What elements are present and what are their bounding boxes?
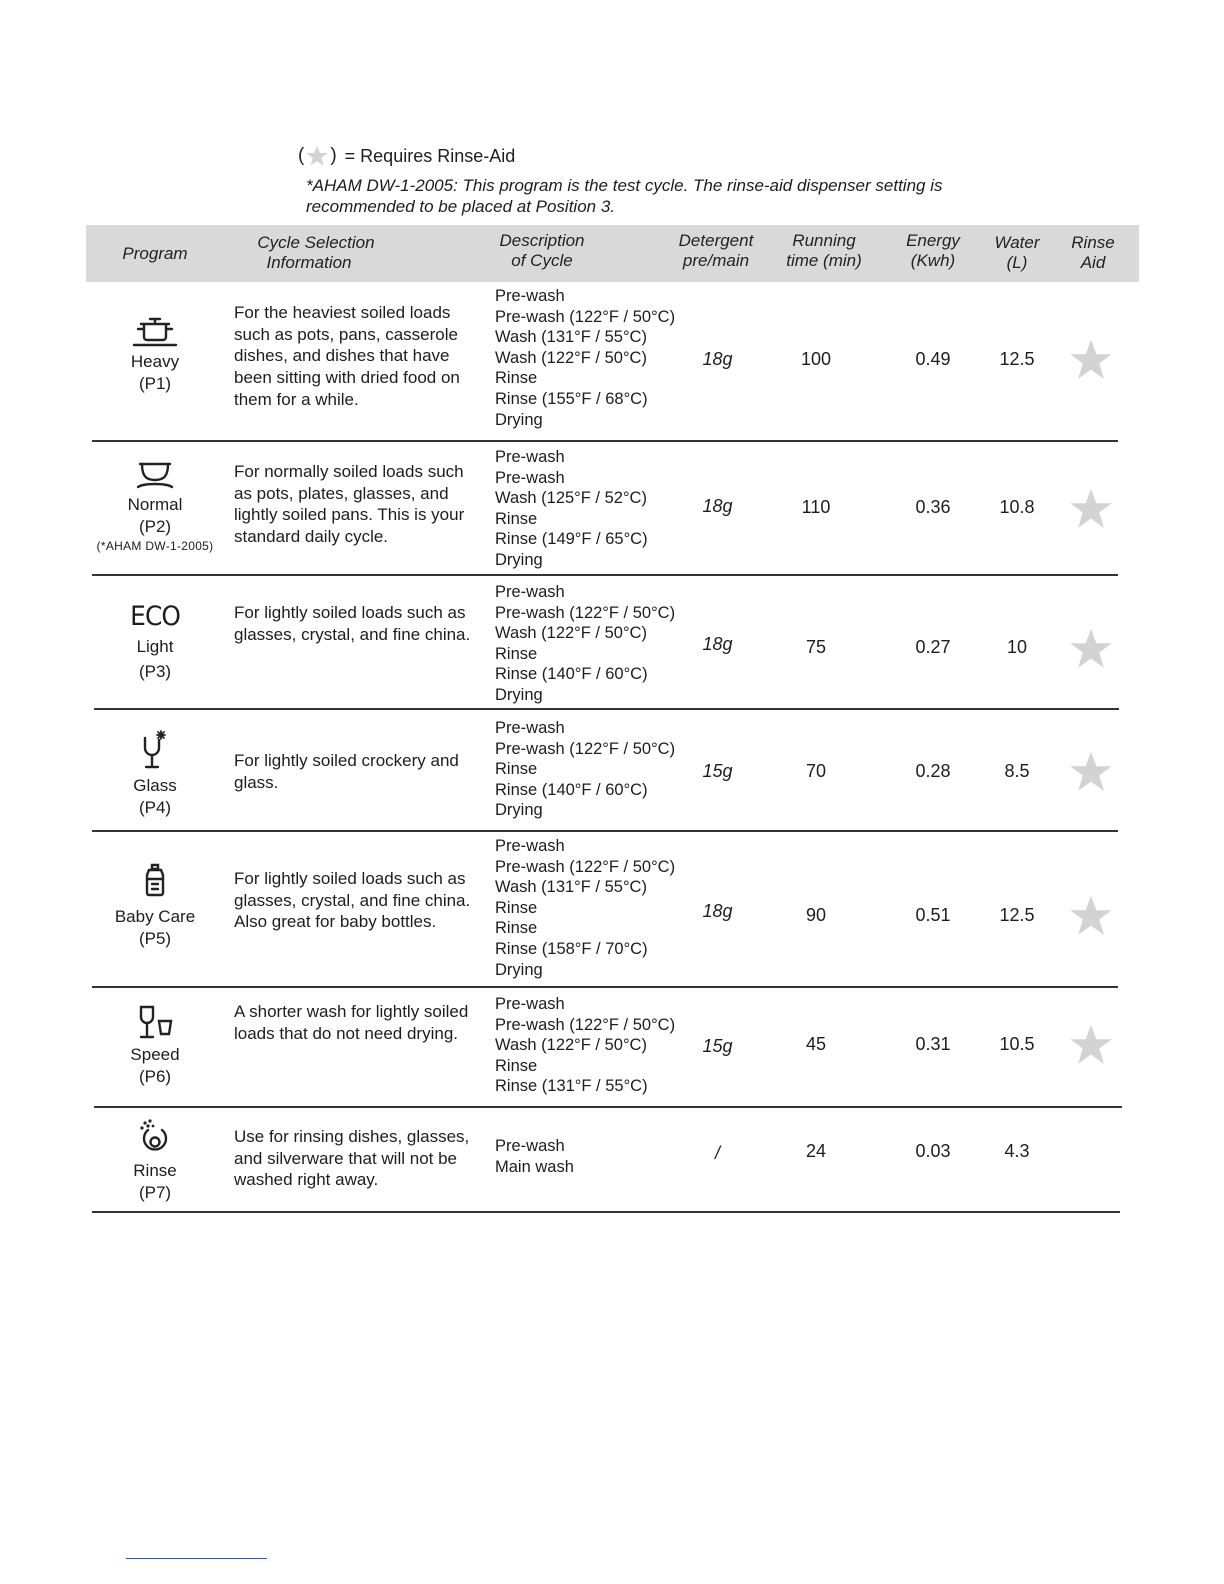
cycle-description [495,286,695,430]
cycle-info: Use for rinsing dishes, glasses, and silverware that will not be washed right away. [234,1127,470,1190]
program-cell [90,1118,220,1204]
desc-step: Pre-wash [495,448,565,466]
program-code: (P2) [138,517,172,536]
detergent-value: 18g [702,349,733,369]
program-name: Normal [127,495,183,514]
detergent-value: 15g [702,761,733,781]
header-run-line1: Running [792,231,856,250]
eco-text-icon: ECO [130,601,180,632]
energy-value: 0.27 [915,637,951,657]
header-desc-line1: Description [499,231,585,250]
desc-step: Pre-wash [495,837,565,855]
desc-step: Drying [495,685,543,704]
legend-close-paren: ) [330,145,337,166]
desc-step: Pre-wash [495,583,565,601]
program-name: Glass [133,776,177,795]
row-divider [92,986,1118,988]
program-name: Rinse [133,1161,177,1180]
desc-step: Pre-wash [495,719,565,737]
normal-bowl-icon [133,458,177,492]
program-code: (P1) [138,374,172,393]
desc-step: Rinse [495,919,538,938]
program-cell [90,1004,220,1088]
cycle-description [495,718,695,821]
water-value: 10.8 [999,497,1035,517]
running-time-value: 75 [805,637,827,657]
desc-step: Rinse (155°F / 68°C) [495,389,648,408]
program-code: (P6) [138,1067,172,1086]
running-time-value: 100 [800,349,832,369]
header-water-line2: (L) [1006,253,1028,272]
cycle-description [495,582,695,706]
cycle-info: For the heaviest soiled loads such as pots, pans, casserole dishes, and dishes that have been sitting with dried food on them for a while. [234,303,460,409]
program-code: (P5) [138,929,172,948]
energy-value: 0.28 [915,761,951,781]
program-note: (*AHAM DW-1-2005) [96,539,214,553]
header-detergent [666,231,766,271]
desc-step: Rinse (131°F / 55°C) [495,1077,648,1096]
energy-value: 0.51 [915,905,951,925]
program-cell [90,458,220,554]
header-rinse-line1: Rinse [1071,233,1115,252]
row-divider [94,708,1119,710]
program-code: (P7) [138,1183,172,1202]
heavy-pot-icon [128,315,182,349]
desc-step: Drying [495,801,543,820]
table-bottom-border [92,1211,1120,1213]
program-cell [90,862,220,950]
desc-step: Rinse (158°F / 70°C) [495,939,648,958]
desc-step: Rinse [495,509,538,528]
desc-step: Drying [495,550,543,569]
row-divider [92,574,1118,576]
desc-step: Pre-wash [495,995,565,1013]
program-cell [90,729,220,819]
rinse-aid-star-icon [1068,486,1114,532]
desc-step: Rinse [495,644,538,663]
program-code: (P4) [138,798,172,817]
water-value: 10 [1006,637,1028,657]
desc-step: Pre-wash (122°F / 50°C) [495,603,676,622]
desc-step: Drying [495,410,543,429]
energy-value: 0.03 [915,1141,951,1161]
header-cycle-selection [236,233,396,273]
desc-step: Rinse [495,760,538,779]
running-time-value: 70 [805,761,827,781]
header-water [982,233,1052,273]
program-name: Heavy [130,352,180,371]
desc-step: Wash (122°F / 50°C) [495,1036,647,1055]
star-icon [305,144,329,168]
cycle-info: For lightly soiled loads such as glasses, crystal, and fine china. [234,603,471,644]
rinse-aid-legend [298,144,515,168]
desc-step: Pre-wash (122°F / 50°C) [495,307,676,326]
desc-step: Wash (125°F / 52°C) [495,489,647,508]
header-cycle-line1: Cycle Selection [257,233,375,252]
energy-value: 0.31 [915,1034,951,1054]
desc-step: Pre-wash [495,287,565,305]
footnote-rule [126,1558,267,1559]
desc-step: Pre-wash [495,1137,565,1155]
desc-step: Drying [495,960,543,979]
header-desc-line2: of Cycle [511,251,573,270]
cycle-description [495,447,695,571]
rinse-aid-star-icon [1068,626,1114,672]
desc-step: Wash (131°F / 55°C) [495,328,647,347]
header-energy-line2: (Kwh) [910,251,956,270]
cycle-description [495,836,695,980]
running-time-value: 24 [805,1141,827,1161]
cycle-description [495,1136,695,1177]
desc-step: Pre-wash (122°F / 50°C) [495,1015,676,1034]
water-value: 8.5 [1004,761,1030,781]
desc-step: Rinse [495,1056,538,1075]
rinse-spray-icon [135,1118,175,1158]
running-time-value: 90 [805,905,827,925]
water-value: 10.5 [999,1034,1035,1054]
desc-step: Pre-wash [495,468,565,487]
running-time-value: 110 [801,497,831,517]
energy-value: 0.36 [915,497,951,517]
desc-step: Main wash [495,1157,574,1176]
program-cell [90,602,220,683]
rinse-aid-star-icon [1068,893,1114,939]
program-name: Speed [130,1045,180,1064]
header-det-line1: Detergent [678,231,754,250]
desc-step: Rinse [495,898,538,917]
header-rinse-aid [1058,233,1128,273]
program-code: (P3) [138,662,172,681]
legend-open-paren: ( [298,145,305,166]
header-program: Program [122,244,188,263]
detergent-value: 15g [702,1036,733,1056]
detergent-value: 18g [702,496,733,516]
program-name: Baby Care [114,907,196,926]
header-det-line2: pre/main [682,251,750,270]
detergent-value: 18g [702,634,733,654]
detergent-value: / [714,1143,720,1163]
header-description [482,231,602,271]
cycle-info: A shorter wash for lightly soiled loads that do not need drying. [234,1002,469,1043]
running-time-value: 45 [805,1034,827,1054]
header-cycle-line2: Information [266,253,352,272]
rinse-aid-star-icon [1068,749,1114,795]
program-name: Light [136,637,174,656]
table-header [86,225,1139,282]
header-energy-line1: Energy [906,231,960,250]
desc-step: Rinse (140°F / 60°C) [495,665,648,684]
row-divider [92,830,1118,832]
program-cell [90,315,220,395]
aham-note: *AHAM DW-1-2005: This program is the test cycle. The rinse-aid dispenser setting is recommended to be placed at Position 3. [306,176,943,216]
desc-step: Pre-wash (122°F / 50°C) [495,739,676,758]
water-value: 4.3 [1004,1141,1030,1161]
header-run-line2: time (min) [786,251,862,270]
desc-step: Rinse (140°F / 60°C) [495,780,648,799]
rinse-aid-star-icon [1068,337,1114,383]
cycle-info: For lightly soiled loads such as glasses, crystal, and fine china. Also great for baby bottles. [234,869,471,932]
cycle-info: For lightly soiled crockery and glass. [234,751,459,792]
detergent-value: 18g [702,901,733,921]
header-rinse-line2: Aid [1080,253,1106,272]
header-running-time [774,231,874,271]
header-energy [892,231,974,271]
energy-value: 0.49 [915,349,951,369]
desc-step: Pre-wash (122°F / 50°C) [495,857,676,876]
row-divider [94,1106,1122,1108]
speed-glass-cup-icon [133,1004,177,1042]
rinse-aid-star-icon [1068,1022,1114,1068]
desc-step: Wash (122°F / 50°C) [495,624,647,643]
desc-step: Wash (131°F / 55°C) [495,878,647,897]
baby-bottle-icon [138,862,172,904]
row-divider [92,440,1118,442]
water-value: 12.5 [999,349,1035,369]
header-water-line1: Water [994,233,1040,252]
cycle-description [495,994,695,1097]
water-value: 12.5 [999,905,1035,925]
desc-step: Wash (122°F / 50°C) [495,348,647,367]
cycle-info: For normally soiled loads such as pots, plates, glasses, and lightly soiled pans. This is your standard daily cycle. [234,462,465,547]
desc-step: Rinse (149°F / 65°C) [495,530,648,549]
glass-sparkle-icon [135,729,175,773]
legend-text: = Requires Rinse-Aid [344,145,516,166]
desc-step: Rinse [495,369,538,388]
